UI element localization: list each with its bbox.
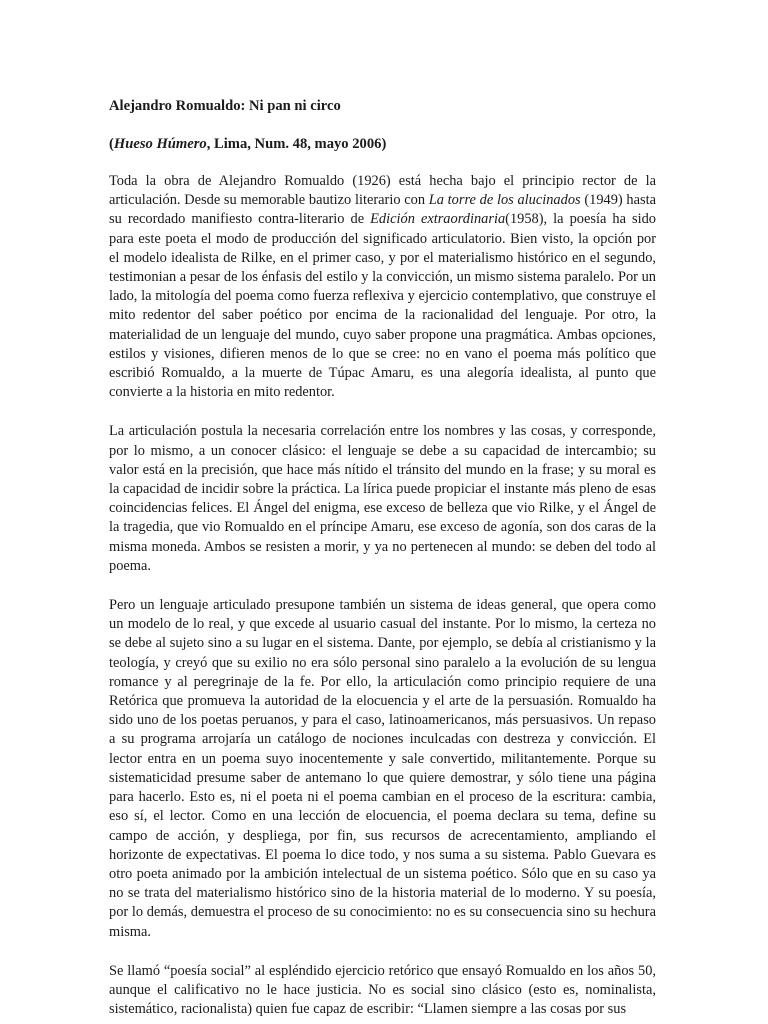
source-publication: Hueso Húmero	[113, 136, 207, 152]
source-details: , Lima, Num. 48, mayo 2006)	[206, 136, 387, 152]
paragraph-1-text-c: (1949) hasta su recordado manifiesto contra-literario de	[109, 192, 657, 228]
book-title-la-torre: La torre de los alucinados	[428, 192, 581, 209]
paragraph-4: Se llamó “poesía social” al espléndido ejercicio retórico que ensayó Romualdo en los años 50, aunque el calificativo no le hace justicia. No es social sino clásico (esto es, nominalista, sistemático, racionalista) quien fue capaz de escribir: “Llamen siempre a las cosas por sus	[109, 962, 656, 1018]
article-body	[109, 172, 656, 1019]
paragraph-3: Pero un lenguaje articulado presupone también un sistema de ideas general, que opera como un modelo de lo real, y que excede al usuario casual del instante. Por lo mismo, la certeza no se debe al sujeto sino a su lugar en el sistema. Dante, por ejemplo, se debía al cristianismo y la teología, y creyó que su exilio no era sólo personal sino paralelo a la evolución de su lengua romance y al peregrinaje de la fe. Por ello, la articulación como principio requiere de una Retórica que promueva la autoridad de la elocuencia y el arte de la persuasión. Romualdo ha sido uno de los poetas peruanos, y para el caso, latinoamericanos, más persuasivos. Un repaso a su programa arrojaría un catálogo de nociones inculcadas con destreza y convicción. El lector entra en un poema suyo inocentemente y sale convertido, militantemente. Porque su sistematicidad presume saber de antemano lo que quiere demostrar, y sólo tiene una página para hacerlo. Esto es, ni el poeta ni el poema cambian en el proceso de la escritura: cambia, eso sí, el lector. Como en una lección de elocuencia, el poema declara su tema, define su campo de acción, y despliega, por fin, sus recursos de acrecentamiento, ampliando el horizonte de expectativas. El poema lo dice todo, y nos suma a su sistema. Pablo Guevara es otro poeta animado por la ambición intelectual de un sistema poético. Sólo que en su caso ya no se trata del materialismo histórico sino de la historia material de lo moderno. Y su poesía, por lo demás, demuestra el proceso de su conocimiento: no es su consecuencia sino su hechura misma.	[109, 597, 656, 940]
paragraph-1-text-a: Toda la obra de Alejandro Romualdo (1926) está hecha bajo el principio rector de la articulación. Desde su memorable bautizo literario con	[109, 173, 656, 209]
book-title-edicion: Edición extraordinaria	[370, 211, 506, 228]
paragraph-1	[109, 172, 656, 402]
source-open-paren: (	[109, 136, 114, 152]
paragraph-1-text-e: (1958), la poesía ha sido para este poeta el modo de producción del significado articulatorio. Bien visto, la opción por el modelo idealista de Rilke, en el primer caso, y por el materialismo histórico en el segundo, testimonian a pesar de los énfasis del estilo y la convicción, un mismo sistema paralelo. Por un lado, la mitología del poema como fuerza reflexiva y ejercicio contemplativo, que construye el mito redentor del saber poético por encima de la racionalidad del lenguaje. Por otro, la materialidad de un lenguaje del mundo, cuyo saber propone una pragmática. Ambas opciones, estilos y visiones, difieren menos de lo que se cree: no en vano el poema más político que escribió Romualdo, a la muerte de Túpac Amaru, es una alegoría idealista, al punto que convierte a la historia en mito redentor.	[109, 211, 656, 401]
article-title: Alejandro Romualdo: Ni pan ni circo	[109, 98, 341, 114]
article-source	[109, 135, 656, 153]
paragraph-2: La articulación postula la necesaria correlación entre los nombres y las cosas, y corresponde, por lo mismo, a un conocer clásico: el lenguaje se debe a su capacidad de intercambio; su valor está en la precisión, que hace más nítido el tránsito del mundo en la frase; y su moral es la capacidad de incidir sobre la práctica. La lírica puede propiciar el instante más pleno de esas coincidencias felices. El Ángel del enigma, ese exceso de belleza que vio Rilke, y el Ángel de la tragedia, que vio Romualdo en el príncipe Amaru, ese exceso de agonía, son dos caras de la misma moneda. Ambos se resisten a morir, y ya no pertenecen al mundo: se deben del todo al poema.	[109, 423, 656, 574]
